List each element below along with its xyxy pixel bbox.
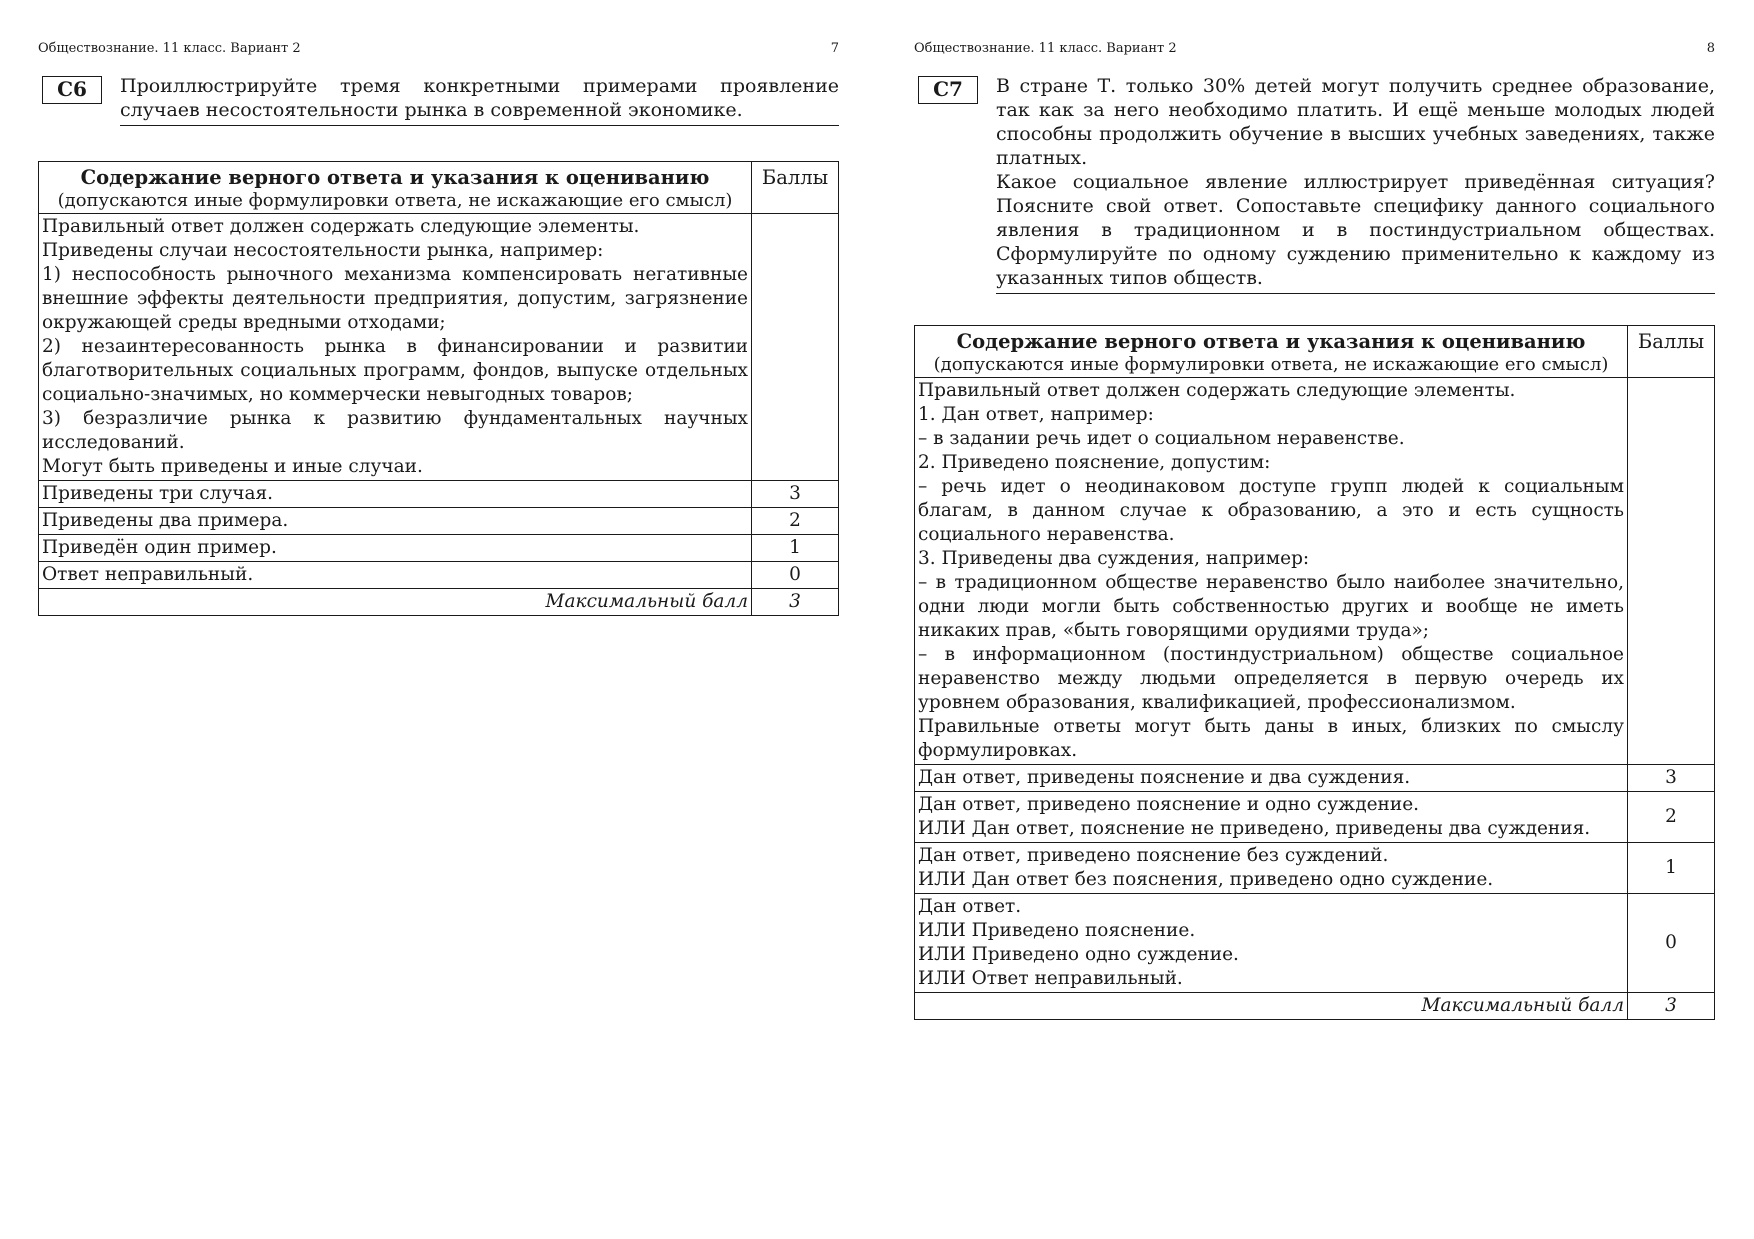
- score-row: [39, 535, 839, 562]
- score-value: 1: [1628, 843, 1715, 894]
- score-criterion: Приведён один пример.: [39, 535, 752, 562]
- running-head: [914, 40, 1715, 58]
- score-row: [915, 894, 1715, 993]
- answer-content-row: [39, 214, 839, 481]
- max-score-value: 3: [752, 589, 839, 616]
- criterion-line: ИЛИ Дан ответ, пояснение не приведено, приведены два суждения.: [918, 818, 1591, 839]
- answer-content-score: [1628, 378, 1715, 765]
- criterion-line: Дан ответ, приведено пояснение без суждений.: [918, 845, 1389, 866]
- max-score-label: Максимальный балл: [39, 589, 752, 616]
- content-line: Правильные ответы могут быть даны в иных, близких по смыслу формулировках.: [918, 716, 1624, 761]
- content-line: Правильный ответ должен содержать следующие элементы.: [918, 380, 1516, 401]
- score-row: [39, 508, 839, 535]
- criterion-line: ИЛИ Приведено пояснение.: [918, 920, 1196, 941]
- score-row: [915, 765, 1715, 792]
- table-header-score: Баллы: [1628, 326, 1715, 378]
- running-head-title: Обществознание. 11 класс. Вариант 2: [38, 41, 301, 56]
- answer-content-row: [915, 378, 1715, 765]
- header-sub: (допускаются иные формулировки ответа, не искажающие его смысл): [933, 354, 1609, 375]
- table-header-row: [39, 162, 839, 214]
- max-score-row: [39, 589, 839, 616]
- content-line: – в задании речь идет о социальном неравенстве.: [918, 428, 1405, 449]
- score-value: 3: [752, 481, 839, 508]
- content-line: Правильный ответ должен содержать следующие элементы.: [42, 216, 640, 237]
- task-id: С6: [42, 76, 102, 104]
- score-row: [915, 792, 1715, 843]
- max-score-value: 3: [1628, 993, 1715, 1020]
- score-criterion: [915, 792, 1628, 843]
- content-line: 2) незаинтересованность рынка в финансировании и развитии благотворительных социальных программ, фондов, выпуске отдельных социально-значимых, но коммерчески невыгодных товаров;: [42, 336, 748, 405]
- content-line: – в информационном (постиндустриальном) обществе социальное неравенство между людьми определяется в первую очередь их уровнем образования, квалификацией, профессионализмом.: [918, 644, 1624, 713]
- score-value: 0: [1628, 894, 1715, 993]
- score-value: 1: [752, 535, 839, 562]
- table-header-criteria: [39, 162, 752, 214]
- score-criterion: [915, 894, 1628, 993]
- score-criterion: Ответ неправильный.: [39, 562, 752, 589]
- table-header-criteria: [915, 326, 1628, 378]
- task-c6: [38, 74, 839, 126]
- running-head: [38, 40, 839, 58]
- content-line: Приведены случаи несостоятельности рынка, например:: [42, 240, 604, 261]
- criterion-line: Дан ответ, приведено пояснение и одно суждение.: [918, 794, 1420, 815]
- criterion-line: Дан ответ.: [918, 896, 1022, 917]
- page-number: 8: [1706, 41, 1715, 56]
- score-criterion: [915, 843, 1628, 894]
- task-text: [996, 74, 1715, 294]
- content-line: 1) неспособность рыночного механизма компенсировать негативные внешние эффекты деятельности предприятия, допустим, загрязнение окружающей среды вредными отходами;: [42, 264, 748, 333]
- table-header-score: Баллы: [752, 162, 839, 214]
- task-paragraph: Какое социальное явление иллюстрирует приведённая ситуация? Поясните свой ответ. Сопоставьте специфику данного социального явления в традиционном и в постиндустриальном обществах. Сформулируйте по одному суждению применительно к каждому из указанных типов обществ.: [996, 171, 1715, 289]
- criterion-line: Дан ответ, приведены пояснение и два суждения.: [918, 767, 1411, 788]
- content-line: 3) безразличие рынка к развитию фундаментальных научных исследований.: [42, 408, 748, 453]
- score-criterion: Приведены три случая.: [39, 481, 752, 508]
- content-line: – в традиционном обществе неравенство было наиболее значительно, одни люди могли быть собственностью других и вообще не иметь никаких прав, «быть говорящими орудиями труда»;: [918, 572, 1624, 641]
- content-line: 3. Приведены два суждения, например:: [918, 548, 1310, 569]
- scoring-table-c7: [914, 325, 1715, 1020]
- max-score-row: [915, 993, 1715, 1020]
- content-line: – речь идет о неодинаковом доступе групп людей к социальным благам, в данном случае к образованию, а это и есть сущность социального неравенства.: [918, 476, 1624, 545]
- score-criterion: [915, 765, 1628, 792]
- header-main: Содержание верного ответа и указания к оцениванию: [80, 166, 710, 189]
- page-right: [914, 0, 1715, 1239]
- answer-content-score: [752, 214, 839, 481]
- criterion-line: ИЛИ Приведено одно суждение.: [918, 944, 1239, 965]
- header-main: Содержание верного ответа и указания к оцениванию: [956, 330, 1586, 353]
- task-paragraph: В стране Т. только 30% детей могут получить среднее образование, так как за него необходимо платить. И ещё меньше молодых людей способны продолжить обучение в высших учебных заведениях, также платных.: [996, 75, 1715, 169]
- page-left: [38, 0, 839, 1239]
- running-head-title: Обществознание. 11 класс. Вариант 2: [914, 41, 1177, 56]
- criterion-line: ИЛИ Ответ неправильный.: [918, 968, 1183, 989]
- content-line: Могут быть приведены и иные случаи.: [42, 456, 423, 477]
- score-value: 2: [1628, 792, 1715, 843]
- score-row: [915, 843, 1715, 894]
- content-line: 2. Приведено пояснение, допустим:: [918, 452, 1271, 473]
- score-row: [39, 562, 839, 589]
- task-text: [120, 74, 839, 126]
- score-value: 3: [1628, 765, 1715, 792]
- task-c7: [914, 74, 1715, 294]
- table-header-row: [915, 326, 1715, 378]
- page-number: 7: [830, 41, 839, 56]
- scoring-table-c6: [38, 161, 839, 616]
- task-id: С7: [918, 76, 978, 104]
- score-value: 0: [752, 562, 839, 589]
- max-score-label: Максимальный балл: [915, 993, 1628, 1020]
- answer-content: [915, 378, 1628, 765]
- score-criterion: Приведены два примера.: [39, 508, 752, 535]
- content-line: 1. Дан ответ, например:: [918, 404, 1154, 425]
- criterion-line: ИЛИ Дан ответ без пояснения, приведено одно суждение.: [918, 869, 1494, 890]
- task-paragraph: Проиллюстрируйте тремя конкретными примерами проявление случаев несостоятельности рынка в современной экономике.: [120, 75, 839, 121]
- score-value: 2: [752, 508, 839, 535]
- answer-content: [39, 214, 752, 481]
- score-row: [39, 481, 839, 508]
- header-sub: (допускаются иные формулировки ответа, не искажающие его смысл): [57, 190, 733, 211]
